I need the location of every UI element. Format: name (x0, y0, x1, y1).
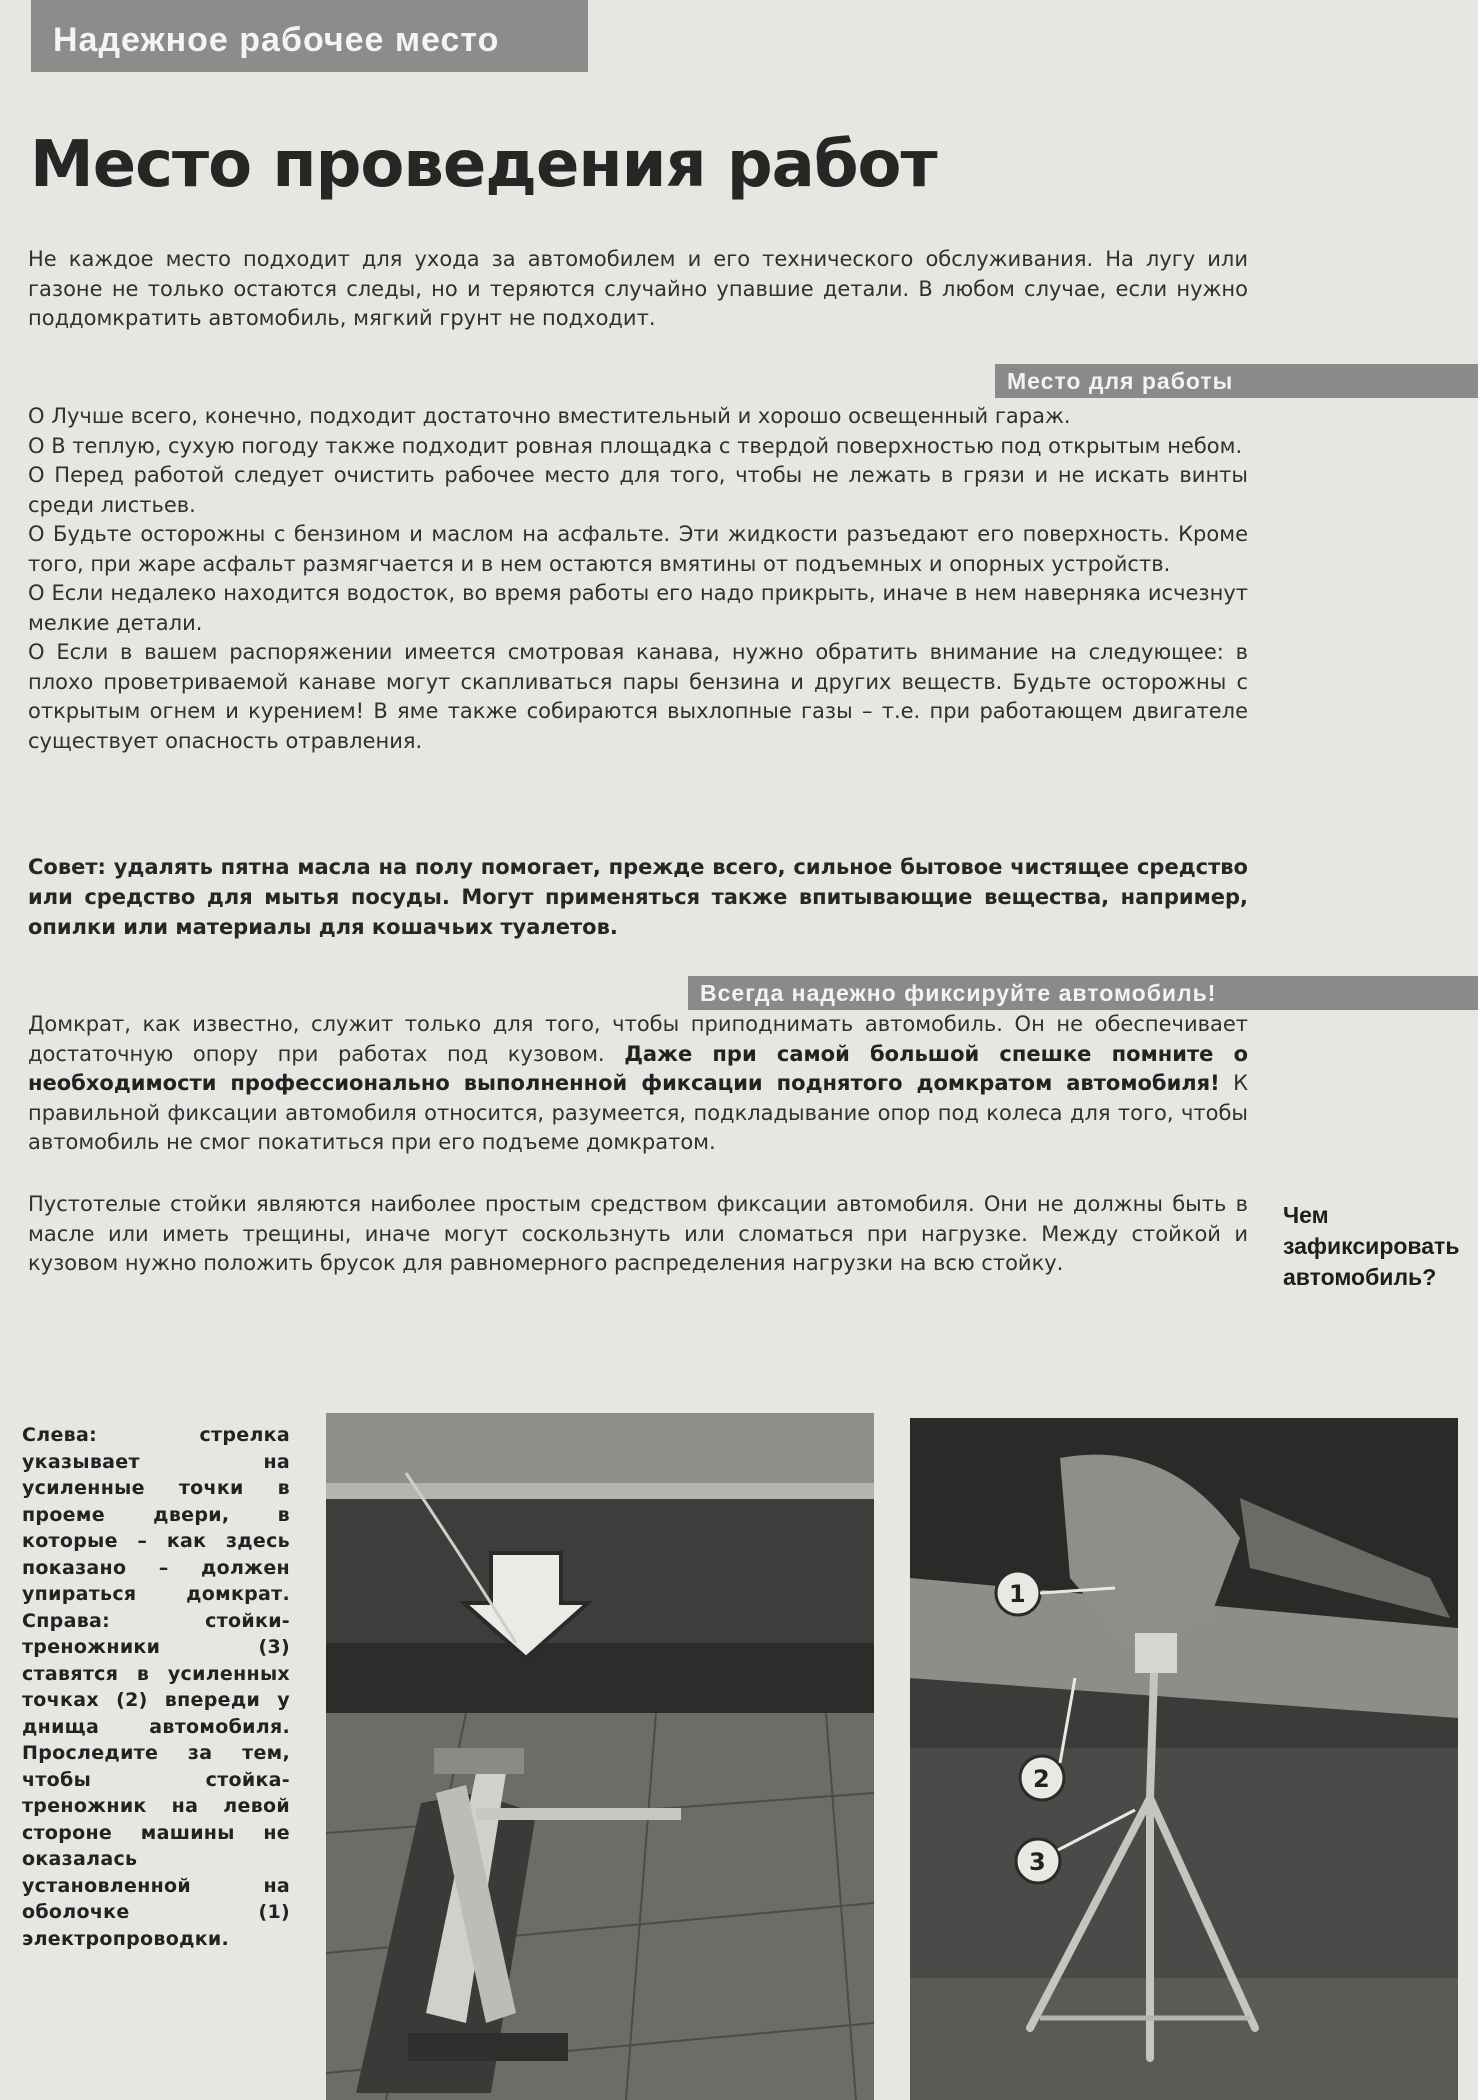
list-item: О Если недалеко находится водосток, во время работы его надо прикрыть, иначе в нем наверняка исчезнут мелкие детали. (28, 581, 1248, 635)
list-item: О Будьте осторожны с бензином и маслом на асфальте. Эти жидкости разъедают его поверхность. Кроме того, при жаре асфальт размягчается и в нем остаются вмятины от подъемных и опорных устройств. (28, 522, 1248, 576)
section-header-label: Надежное рабочее место (31, 0, 588, 72)
figure-marker-2: 2 (1033, 1765, 1050, 1793)
section-heading-workplace: Место для работы (995, 364, 1478, 398)
figure-marker-3: 3 (1029, 1848, 1046, 1876)
list-item: О Перед работой следует очистить рабочее место для того, чтобы не лежать в грязи и не искать винты среди листьев. (28, 463, 1248, 517)
intro-paragraph: Не каждое место подходит для ухода за автомобилем и его технического обслуживания. На лугу или газоне не только остаются следы, но и теряются случайно упавшие детали. В любом случае, если нужно поддомкратить автомобиль, мягкий грунт не подходит. (28, 247, 1248, 330)
stands-paragraph: Пустотелые стойки являются наиболее простым средством фиксации автомобиля. Они не должны быть в масле или иметь трещины, иначе могут соскользнуть или сломаться при нагрузке. Между стойкой и кузовом нужно положить брусок для равномерного распределения нагрузки на всю стойку. (28, 1192, 1248, 1275)
section-heading-fixing: Всегда надежно фиксируйте автомобиль! (688, 976, 1478, 1010)
jack-paragraph-start: Домкрат, как известно, служит только для того, чтобы приподнимать автомобиль. Он не обеспечивает достаточную опору при работах под кузовом. (28, 1012, 1248, 1066)
list-item: О В теплую, сухую погоду также подходит ровная площадка с твердой поверхностью под открытым небом. (28, 433, 1243, 458)
jack-paragraph-end: К правильной фиксации автомобиля относится, разумеется, подкладывание опор под колеса для того, чтобы автомобиль не смог покатиться при его подъеме домкратом. (28, 1071, 1248, 1154)
list-item: О Лучше всего, конечно, подходит достаточно вместительный и хорошо освещенный гараж. (28, 404, 1071, 428)
workplace-list (28, 402, 1248, 756)
oil-stain-tip: Совет: удалять пятна масла на полу помогает, прежде всего, сильное бытовое чистящее средство или средство для мытья посуды. Могут применяться также впитывающие вещества, например, опилки или материалы для кошачьих туалетов. (28, 855, 1248, 939)
margin-note: Чем зафиксировать автомобиль? (1283, 1202, 1460, 1290)
jack-paragraph (28, 1010, 1248, 1158)
photo-caption: Слева: стрелка указывает на усиленные точки в проеме двери, в которые – как здесь показано – должен упираться домкрат. Справа: стойки-треножники (3) ставятся в усиленных точках (2) впереди у днища автомобиля. Проследите за тем, чтобы стойка-треножник на левой стороне машины не оказалась установленной на оболочке (1) электропроводки. (22, 1424, 290, 1950)
list-item: О Если в вашем распоряжении имеется смотровая канава, нужно обратить внимание на следующее: в плохо проветриваемой канаве могут скапливаться пары бензина и других веществ. Будьте осторожны с открытым огнем и курением! В яме также собираются выхлопные газы – т.е. при работающем двигателе существует опасность отравления. (28, 640, 1248, 753)
jack-warning: Даже при самой большой спешке помните о необходимости профессионально выполненной фиксации поднятого домкратом автомобиля! (28, 1041, 1249, 1095)
axle-stand-photo (910, 1418, 1458, 2100)
figure-marker-1: 1 (1009, 1580, 1026, 1608)
jack-photo (326, 1413, 874, 2100)
page-title: Место проведения работ (30, 128, 937, 202)
